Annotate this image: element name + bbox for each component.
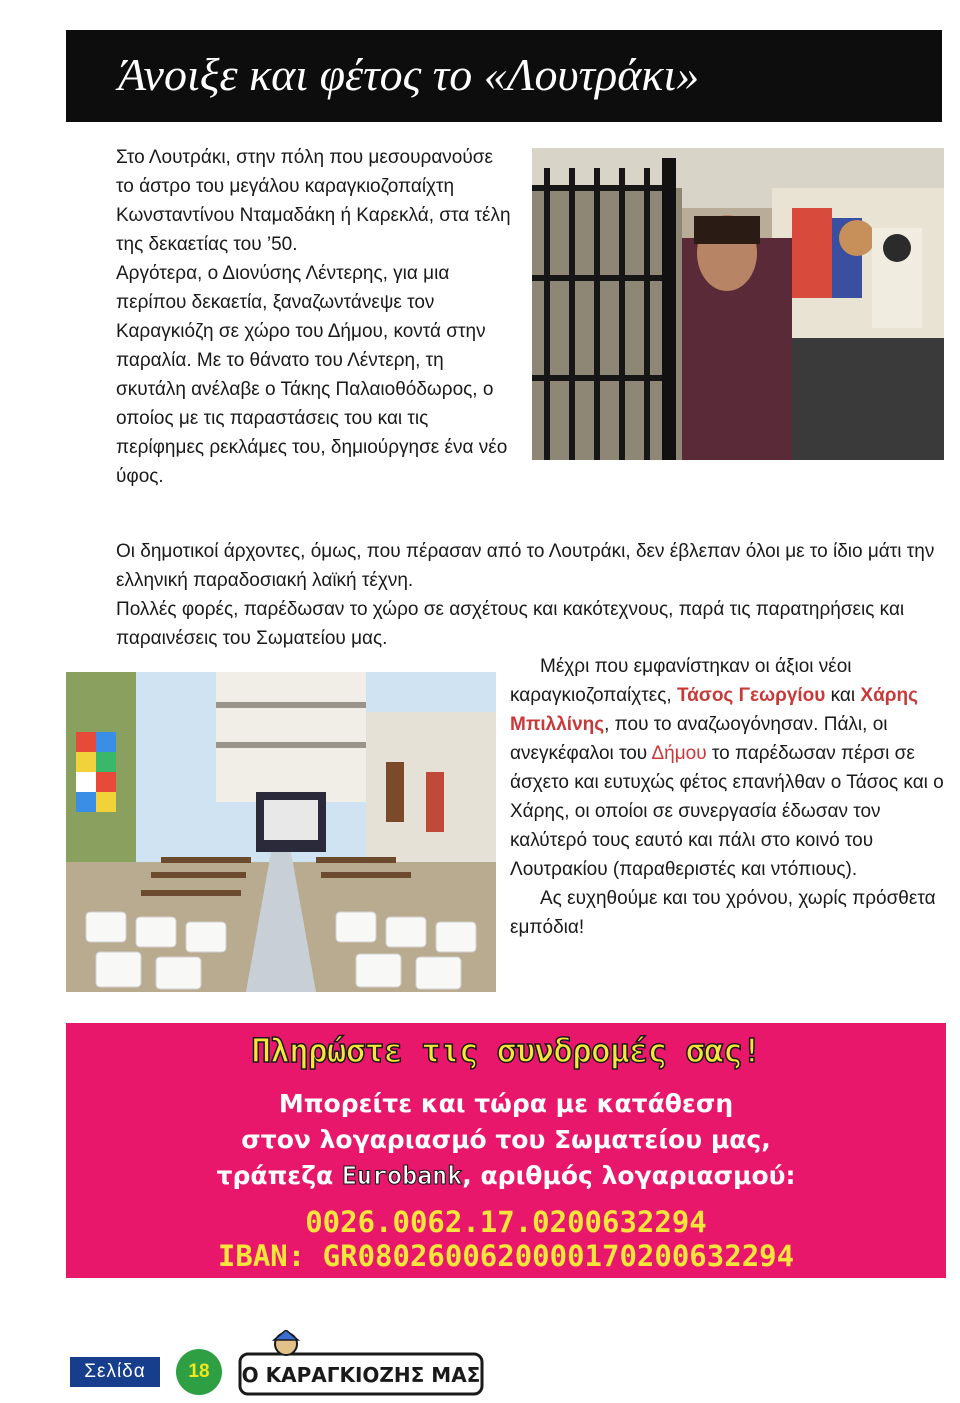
paragraph-5-intro: Μέχρι που εμφανίστηκαν οι άξιοι νέοι καραγκιοζοπαίχτες, [510, 656, 852, 706]
photo-courtyard-chairs [66, 672, 496, 992]
paragraph-2: Αργότερα, ο Διονύσης Λέντερης, για μια περίπου δεκαετία, ξαναζωντάνεψε τον Καραγκιόζη σε χώρο του Δήμου, κοντά στην παραλία. Με το θάνατο του Λέντερη, τη σκυτάλη ανέλαβε ο Τάκης Παλαιοθόδωρος, ο οποίος με τις παραστάσεις του και τις περίφημες ρεκλάμες του, δημιούργησε ένα νέο ύφος. [116, 263, 508, 487]
paragraph-intro [66, 143, 512, 491]
karagiozis-logo [238, 1330, 484, 1398]
bank-name: Eurobank [341, 1161, 463, 1190]
name-haris-billinis: Χάρης Μπιλλίνης [510, 685, 918, 735]
account-number: 0026.0062.17.0200632294 [305, 1205, 707, 1239]
bank-prefix: τράπεζα [216, 1161, 334, 1190]
photo-courtyard-illustration [66, 672, 496, 992]
subscription-heading: Πληρώστε τις συνδρομές σας! [251, 1031, 761, 1070]
name-tasos-georgiou: Τάσος Γεωργίου [676, 685, 826, 706]
page-label: Σελίδα [70, 1357, 160, 1387]
iban-number: IBAN: GR0802600620000170200632294 [217, 1239, 795, 1273]
paragraph-5-middle: , που το αναζωογόνησαν. Πάλι, οι ανεγκέφαλοι του [510, 714, 888, 764]
subscription-line-2: στον λογαριασμό του Σωματείου μας, [241, 1125, 771, 1154]
dimou-word: Δήμου [651, 743, 707, 764]
logo-text: Ο ΚΑΡΑΓΚΙΟΖΗΣ ΜΑΣ [241, 1363, 481, 1387]
paragraph-6: Ας ευχηθούμε και του χρόνου, χωρίς πρόσθετα εμπόδια! [510, 888, 936, 938]
title-banner [66, 30, 942, 122]
page-number: 18 [176, 1349, 222, 1395]
photo-man-at-gate [532, 148, 944, 460]
paragraph-4: Πολλές φορές, παρέδωσαν το χώρο σε ασχέτους και κακότεχνους, παρά τις παρατηρήσεις και παραινέσεις του Σωματείου μας. [116, 599, 905, 649]
karagiozis-logo-art [238, 1330, 484, 1398]
paragraph-5-and: και [830, 685, 856, 706]
paragraph-1: Στο Λουτράκι, στην πόλη που μεσουρανούσε το άστρο του μεγάλου καραγκιοζοπαίχτη Κωνσταντίνου Νταμαδάκη ή Καρεκλά, στα τέλη της δεκαετίας του ’50. [116, 147, 511, 255]
subscription-box [66, 1023, 946, 1278]
bank-suffix: , αριθμός λογαριασμού: [462, 1161, 796, 1190]
paragraph-3: Οι δημοτικοί άρχοντες, όμως, που πέρασαν από το Λουτράκι, δεν έβλεπαν όλοι με το ίδιο μάτι την ελληνική παραδοσιακή λαϊκή τέχνη. [116, 541, 935, 591]
paragraph-wide [66, 537, 946, 653]
subscription-line-3 [66, 1161, 946, 1190]
paragraph-5-rest: το παρέδωσαν πέρσι σε άσχετο και ευτυχώς φέτος επανήλθαν ο Τάσος και ο Χάρης, οι οποίοι σε συνεργασία έδωσαν τον καλύτερό τους εαυτό και πάλι στο κοινό του Λουτρακίου (παραθεριστές και ντόπιους). [510, 743, 944, 880]
paragraph-5 [510, 652, 960, 942]
article-title: Άνοιξε και φέτος το «Λουτράκι» [118, 49, 700, 100]
subscription-line-1: Μπορείτε και τώρα με κατάθεση [278, 1089, 734, 1118]
photo-man-at-gate-illustration [532, 148, 944, 460]
